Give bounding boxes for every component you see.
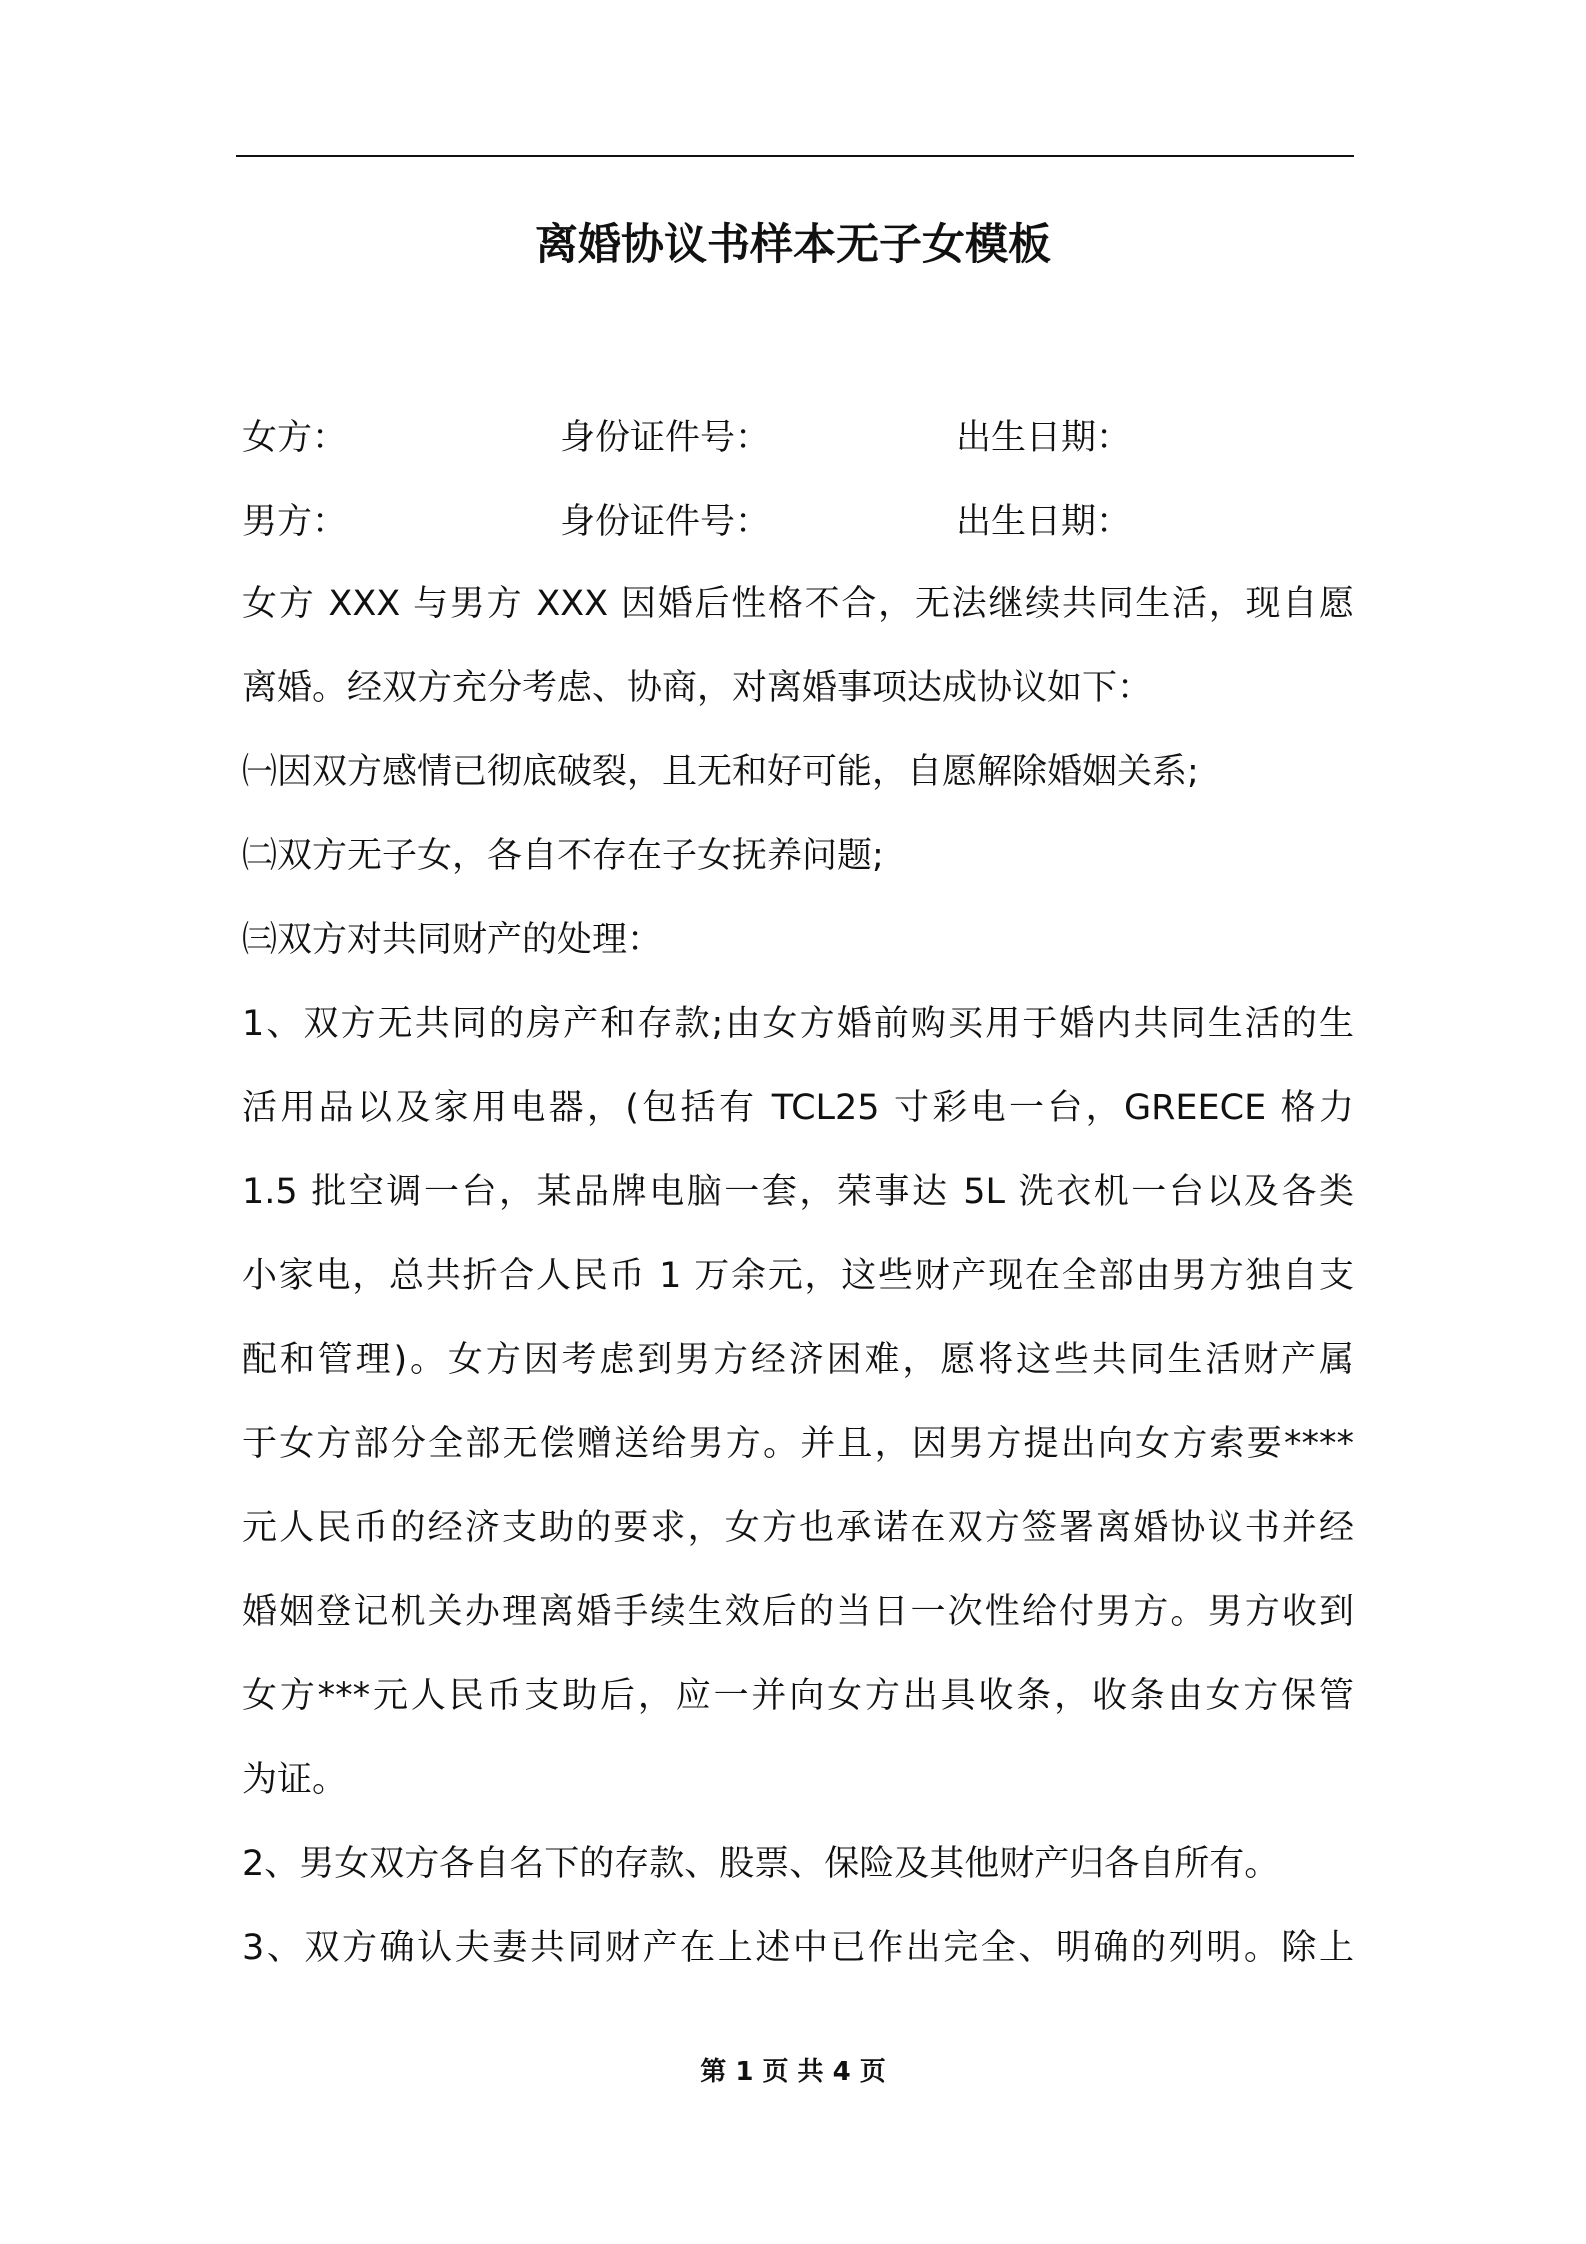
body-line: 1、双方无共同的房产和存款;由女方婚前购买用于婚内共同生活的生 xyxy=(242,1004,1354,1044)
body-line: 女方 XXX 与男方 XXX 因婚后性格不合，无法继续共同生活，现自愿 xyxy=(242,584,1354,624)
body-line: 元人民币的经济支助的要求，女方也承诺在双方签署离婚协议书并经 xyxy=(242,1508,1354,1548)
clause-1: ㈠因双方感情已彻底破裂，且无和好可能，自愿解除婚姻关系; xyxy=(242,752,1199,792)
clause-2: ㈡双方无子女，各自不存在子女抚养问题; xyxy=(242,836,884,876)
male-label: 男方： xyxy=(242,502,348,542)
header-rule xyxy=(236,155,1354,157)
body-line: 离婚。经双方充分考虑、协商，对离婚事项达成协议如下： xyxy=(242,668,1153,708)
female-info-row xyxy=(242,408,1354,468)
body-line: 婚姻登记机关办理离婚手续生效后的当日一次性给付男方。男方收到 xyxy=(242,1592,1354,1632)
body-line: 活用品以及家用电器，(包括有 TCL25 寸彩电一台，GREECE 格力 xyxy=(242,1088,1354,1128)
male-birth-label: 出生日期： xyxy=(956,502,1132,542)
body-line: 为证。 xyxy=(242,1760,348,1800)
male-id-label: 身份证件号： xyxy=(560,502,771,542)
page-footer: 第 1 页 共 4 页 xyxy=(700,2057,886,2087)
body-line: 女方***元人民币支助后，应一并向女方出具收条，收条由女方保管 xyxy=(242,1676,1354,1716)
female-id-label: 身份证件号： xyxy=(560,418,771,458)
body-line: 2、男女双方各自名下的存款、股票、保险及其他财产归各自所有。 xyxy=(242,1844,1280,1884)
body-line: 配和管理)。女方因考虑到男方经济困难，愿将这些共同生活财产属 xyxy=(242,1340,1354,1380)
body-line: 小家电，总共折合人民币 1 万余元，这些财产现在全部由男方独自支 xyxy=(242,1256,1354,1296)
female-birth-label: 出生日期： xyxy=(956,418,1132,458)
male-info-row xyxy=(242,492,1354,552)
document-title: 离婚协议书样本无子女模板 xyxy=(535,220,1051,270)
body-line: 1.5 批空调一台，某品牌电脑一套，荣事达 5L 洗衣机一台以及各类 xyxy=(242,1172,1354,1212)
body-line: 3、双方确认夫妻共同财产在上述中已作出完全、明确的列明。除上 xyxy=(242,1928,1354,1968)
clause-3: ㈢双方对共同财产的处理： xyxy=(242,920,663,960)
agreement-body xyxy=(242,574,1354,2002)
female-label: 女方： xyxy=(242,418,348,458)
body-line: 于女方部分全部无偿赠送给男方。并且，因男方提出向女方索要**** xyxy=(242,1424,1354,1464)
